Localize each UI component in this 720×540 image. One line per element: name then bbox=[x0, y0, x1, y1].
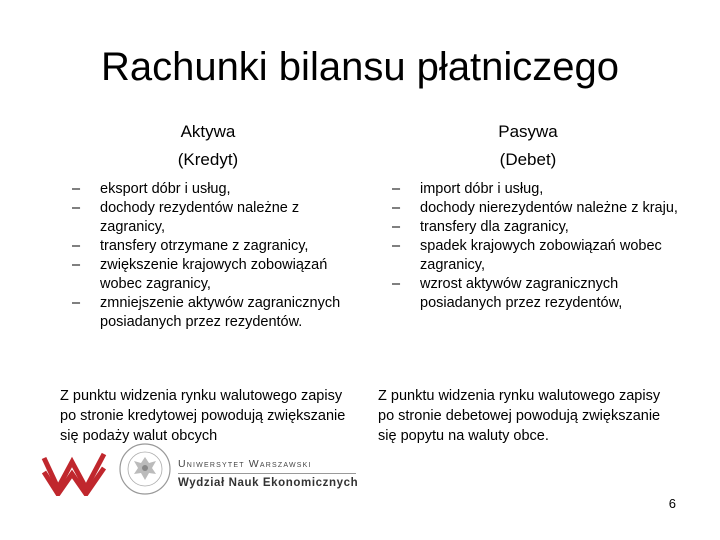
w-zigzag-logo-icon bbox=[40, 448, 108, 496]
list-item: – zmniejszenie aktywów zagranicznych posiadanych przez rezydentów. bbox=[72, 295, 341, 330]
liabilities-heading-subtitle: (Debet) bbox=[499, 150, 557, 169]
assets-heading-title: Aktywa bbox=[180, 122, 236, 141]
divider bbox=[178, 473, 356, 474]
list-item: – zwiększenie krajowych zobowiązań wobec zagranicy, bbox=[72, 257, 328, 292]
liabilities-column bbox=[378, 118, 678, 313]
list-item: – eksport dóbr i usług, bbox=[72, 181, 231, 197]
faculty-name: Wydział Nauk Ekonomicznych bbox=[178, 477, 359, 489]
page-number: 6 bbox=[668, 496, 676, 511]
list-item: – transfery dla zagranicy, bbox=[392, 219, 569, 235]
university-logo bbox=[40, 442, 370, 500]
assets-list bbox=[58, 180, 358, 332]
assets-column bbox=[58, 118, 358, 332]
university-seal-icon bbox=[118, 442, 172, 496]
list-item: – dochody rezydentów należne z zagranicy, bbox=[72, 200, 300, 235]
credit-note: Z punktu widzenia rynku walutowego zapisy po stronie kredytowej powodują zwiększanie się podaży walut obcych bbox=[60, 388, 346, 444]
assets-heading bbox=[58, 118, 358, 174]
list-item: – import dóbr i usług, bbox=[392, 181, 544, 197]
debit-note: Z punktu widzenia rynku walutowego zapisy po stronie debetowej powodują zwiększanie się popytu na waluty obce. bbox=[378, 388, 661, 444]
liabilities-heading bbox=[378, 118, 678, 174]
university-name-block bbox=[178, 458, 358, 489]
list-item: – wzrost aktywów zagranicznych posiadanych przez rezydentów, bbox=[392, 276, 623, 311]
list-item: – dochody nierezydentów należne z kraju, bbox=[392, 200, 678, 216]
assets-heading-subtitle: (Kredyt) bbox=[177, 150, 239, 169]
liabilities-list bbox=[378, 180, 678, 313]
liabilities-heading-title: Pasywa bbox=[498, 122, 558, 141]
list-item: – spadek krajowych zobowiązań wobec zagranicy, bbox=[392, 238, 662, 273]
slide-title: Rachunki bilansu płatniczego bbox=[100, 45, 620, 89]
list-item: – transfery otrzymane z zagranicy, bbox=[72, 238, 309, 254]
university-name: Uniwersytet Warszawski bbox=[178, 458, 312, 470]
